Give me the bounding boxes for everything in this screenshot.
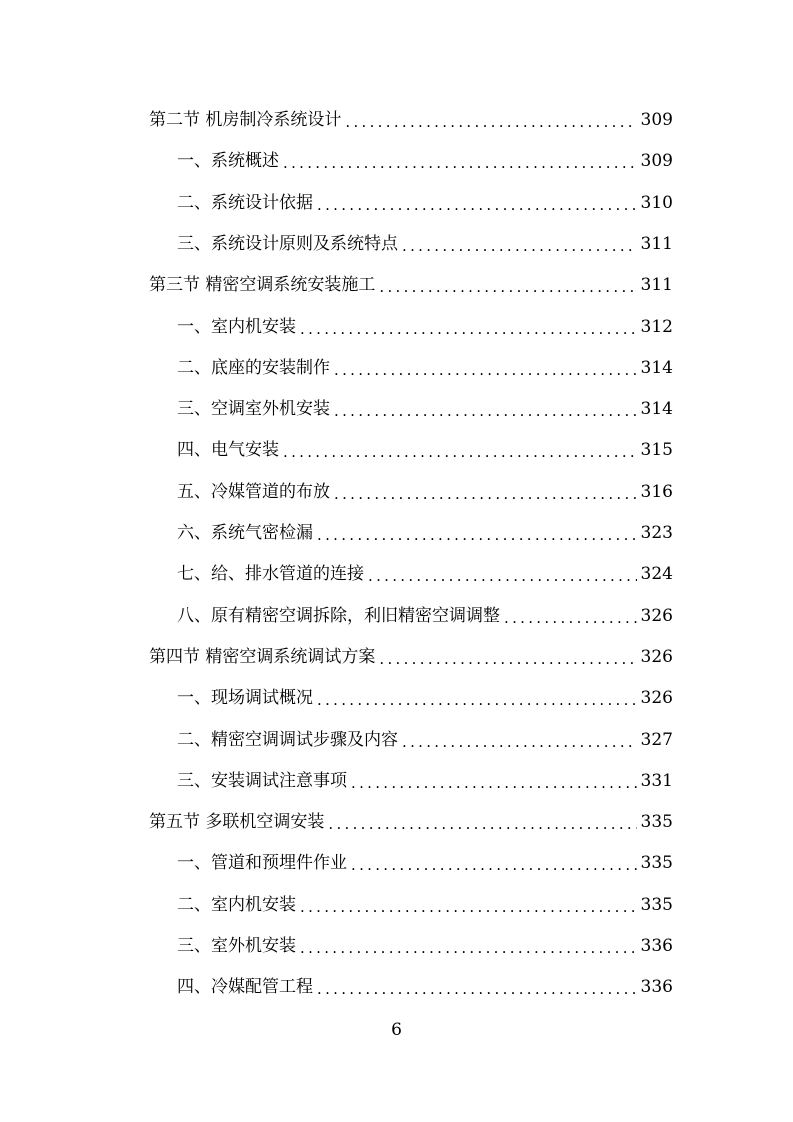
toc-entry[interactable] [149, 641, 673, 669]
toc-entry-label: 六、系统气密检漏 [177, 523, 313, 543]
toc-entry-label: 一、管道和预埋件作业 [177, 853, 347, 873]
toc-entry-label: 第二节 机房制冷系统设计 [149, 110, 342, 130]
toc-entry-page: 326 [640, 647, 673, 667]
toc-entry-page: 311 [640, 234, 673, 254]
toc-dot-leader [300, 934, 637, 958]
toc-entry-label: 二、系统设计依据 [177, 193, 313, 213]
toc-dot-leader [283, 438, 637, 462]
toc-entry-label: 三、空调室外机安装 [177, 399, 330, 419]
toc-entry-page: 326 [640, 606, 673, 626]
toc-entry[interactable] [177, 517, 673, 545]
toc-entry[interactable] [177, 682, 673, 710]
toc-entry[interactable] [177, 476, 673, 504]
toc-entry-page: 310 [640, 193, 673, 213]
toc-dot-leader [379, 645, 636, 669]
toc-entry-label: 一、室内机安装 [177, 317, 296, 337]
toc-dot-leader [351, 851, 637, 875]
toc-entry-page: 309 [640, 110, 673, 130]
toc-entry-label: 四、电气安装 [177, 440, 279, 460]
toc-entry-label: 一、现场调试概况 [177, 688, 313, 708]
toc-dot-leader [402, 232, 637, 256]
toc-entry-label: 三、系统设计原则及系统特点 [177, 234, 398, 254]
toc-entry-label: 第三节 精密空调系统安装施工 [149, 275, 376, 295]
toc-dot-leader [334, 480, 637, 504]
toc-entry[interactable] [177, 847, 673, 875]
toc-entry-page: 323 [640, 523, 673, 543]
toc-dot-leader [283, 149, 637, 173]
toc-entry-label: 四、冷媒配管工程 [177, 977, 313, 997]
toc-dot-leader [379, 273, 636, 297]
toc-entry[interactable] [177, 930, 673, 958]
toc-entry-page: 314 [640, 399, 673, 419]
toc-entry-label: 一、系统概述 [177, 151, 279, 171]
toc-entry-page: 331 [640, 771, 673, 791]
toc-dot-leader [300, 893, 637, 917]
toc-entry[interactable] [177, 889, 673, 917]
toc-entry-label: 七、给、排水管道的连接 [177, 564, 364, 584]
toc-entry[interactable] [177, 558, 673, 586]
toc-entry-label: 三、安装调试注意事项 [177, 771, 347, 791]
toc-entry[interactable] [177, 765, 673, 793]
toc-entry-label: 三、室外机安装 [177, 936, 296, 956]
toc-entry-page: 311 [640, 275, 673, 295]
toc-entry-page: 316 [640, 482, 673, 502]
toc-entry[interactable] [177, 434, 673, 462]
toc-dot-leader [317, 191, 637, 215]
toc-entry[interactable] [149, 269, 673, 297]
toc-entry-page: 312 [640, 317, 673, 337]
toc-entry-page: 314 [640, 358, 673, 378]
toc-dot-leader [504, 604, 637, 628]
toc-dot-leader [351, 769, 637, 793]
toc-dot-leader [402, 728, 637, 752]
toc-entry-page: 327 [640, 730, 673, 750]
toc-entry[interactable] [177, 600, 673, 628]
toc-dot-leader [334, 397, 637, 421]
toc-entry-page: 335 [640, 812, 673, 832]
toc-entry-label: 八、原有精密空调拆除，利旧精密空调调整 [177, 606, 500, 626]
toc-entry-page: 335 [640, 853, 673, 873]
toc-entry-label: 二、室内机安装 [177, 895, 296, 915]
toc-entry-page: 309 [640, 151, 673, 171]
toc-entry[interactable] [177, 393, 673, 421]
toc-entry-label: 二、底座的安装制作 [177, 358, 330, 378]
toc-dot-leader [317, 686, 637, 710]
toc-entry[interactable] [177, 145, 673, 173]
toc-entry-label: 五、冷媒管道的布放 [177, 482, 330, 502]
toc-entry[interactable] [177, 724, 673, 752]
toc-entry-page: 336 [640, 936, 673, 956]
toc-entry[interactable] [149, 806, 673, 834]
toc-entry-page: 335 [640, 895, 673, 915]
toc-entry[interactable] [149, 104, 673, 132]
toc-dot-leader [317, 975, 637, 999]
toc-entry-page: 326 [640, 688, 673, 708]
toc-entry[interactable] [177, 187, 673, 215]
toc-entry-page: 324 [640, 564, 673, 584]
toc-entry[interactable] [177, 352, 673, 380]
toc-dot-leader [328, 810, 636, 834]
toc-entry-label: 第五节 多联机空调安装 [149, 812, 325, 832]
page-number: 6 [391, 1020, 402, 1040]
toc-entry[interactable] [177, 311, 673, 339]
toc-dot-leader [345, 108, 636, 132]
toc-entry-page: 315 [640, 440, 673, 460]
toc-entry-label: 二、精密空调调试步骤及内容 [177, 730, 398, 750]
toc-entry[interactable] [177, 971, 673, 999]
toc-entry-page: 336 [640, 977, 673, 997]
toc-entry[interactable] [177, 228, 673, 256]
toc-dot-leader [300, 315, 637, 339]
toc-dot-leader [334, 356, 637, 380]
toc-dot-leader [368, 562, 637, 586]
toc-entry-label: 第四节 精密空调系统调试方案 [149, 647, 376, 667]
toc-dot-leader [317, 521, 637, 545]
